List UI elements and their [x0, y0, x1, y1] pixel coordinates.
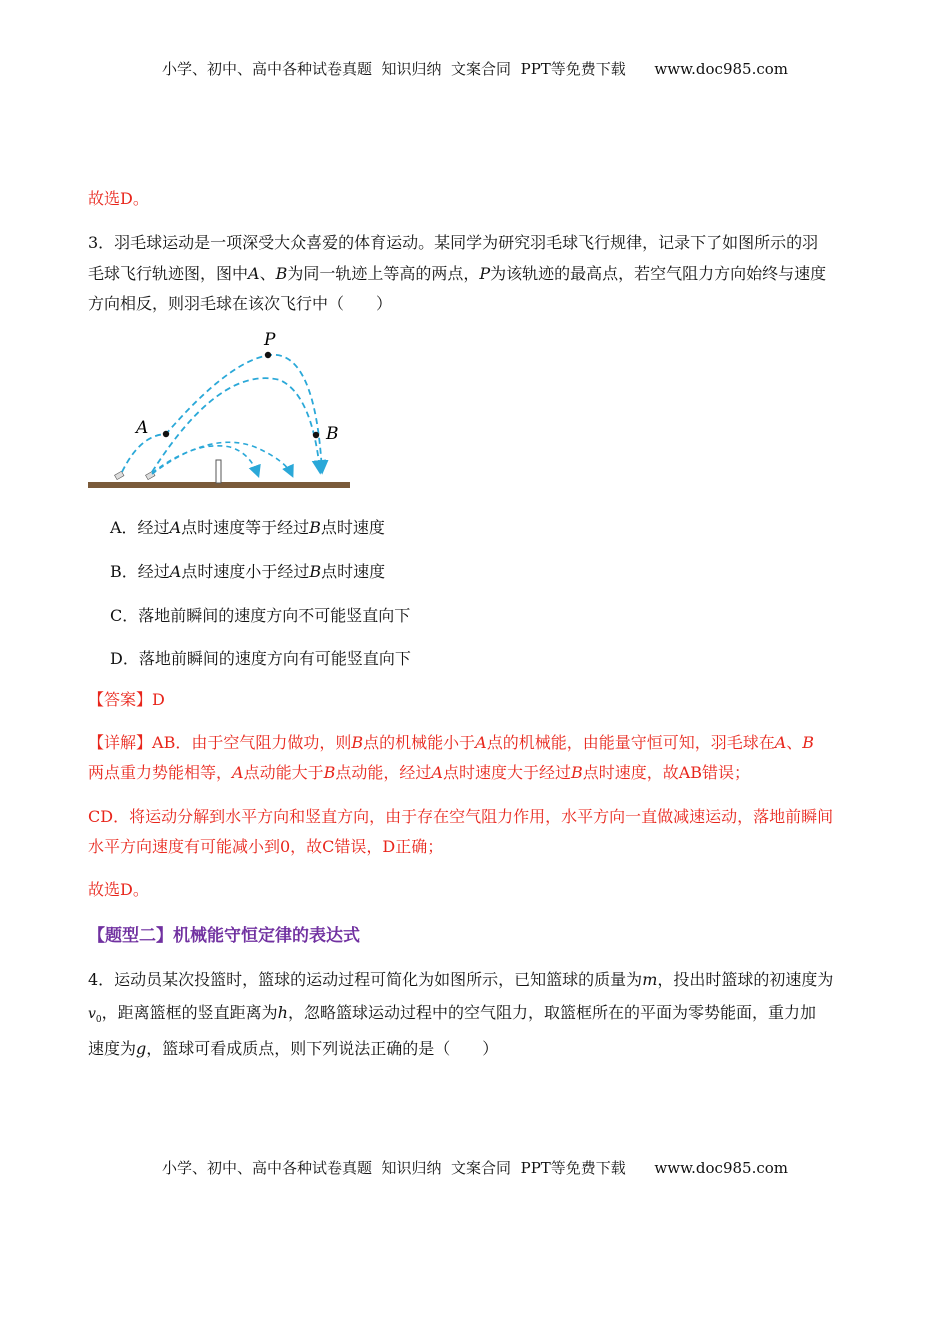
option-b[interactable]: [110, 559, 385, 582]
answer: [88, 690, 878, 710]
page-header: [0, 58, 950, 79]
q3-line2-text-b: 为同一轨迹上等高的两点，: [287, 264, 480, 283]
prev-conclusion: 故选D。: [88, 189, 149, 208]
option-b-var-a: A: [169, 562, 182, 581]
q4-var-v-sub: 0: [95, 1015, 102, 1026]
label-b: B: [326, 424, 339, 444]
detail-label: 【详解】: [88, 733, 153, 752]
q3-line1: 3．羽毛球运动是一项深受大众喜爱的体育运动。某同学为研究羽毛球飞行规律，记录下了如图所示的羽: [88, 233, 819, 252]
label-a: A: [136, 418, 149, 438]
q4-line1-b: ，投出时篮球的初速度为: [657, 970, 834, 989]
detail-line1: [88, 733, 878, 753]
detail-line2: [88, 763, 878, 783]
q4-var-m: m: [642, 970, 658, 989]
q3-sep: 、: [259, 264, 276, 283]
q3-line2: [88, 264, 878, 284]
shuttlecock-left: [115, 471, 124, 479]
option-a-var-b: B: [309, 518, 321, 537]
detail1-var-b2: B: [802, 733, 815, 752]
q3-var-p: P: [479, 264, 491, 283]
option-b-mid: 点时速度小于经过: [181, 562, 310, 581]
q3-line2-text-c: 为该轨迹的最高点，若空气阻力方向始终与速度: [490, 264, 827, 283]
section-title: 【题型二】机械能守恒定律的表达式: [88, 926, 360, 946]
detail2-var-b: B: [323, 763, 336, 782]
q4-var-v: v: [88, 1006, 96, 1022]
q4-line3-a: 速度为: [88, 1039, 137, 1058]
point-p: [265, 352, 271, 358]
point-a: [163, 431, 169, 437]
detail1-d: 、: [786, 733, 803, 752]
detail2-c: 点动能，经过: [335, 763, 432, 782]
q4-var-g: g: [136, 1039, 147, 1058]
q3-conclusion: 故选D。: [88, 880, 149, 899]
footer-text: 小学、初中、高中各种试卷真题 知识归纳 文案合同 PPT等免费下载: [161, 1159, 626, 1177]
page-footer: [0, 1157, 950, 1178]
trajectory-low-1: [152, 446, 258, 475]
trajectory-low-2: [152, 442, 292, 475]
point-b: [313, 432, 319, 438]
q4-line1-a: 4．运动员某次投篮时，篮球的运动过程可简化为如图所示，已知篮球的质量为: [88, 970, 643, 989]
q4-line2-a: ，距离篮框的竖直距离为: [101, 1003, 278, 1022]
q3-line2-text-a: 毛球飞行轨迹图，图中: [88, 264, 249, 283]
q4-line2-b: ，忽略篮球运动过程中的空气阻力，取篮框所在的平面为零势能面，重力加: [287, 1003, 816, 1022]
q3-var-a: A: [248, 264, 260, 283]
q4-line1: [88, 970, 878, 990]
option-b-suffix: 点时速度: [321, 562, 386, 581]
option-c[interactable]: C．落地前瞬间的速度方向不可能竖直向下: [110, 606, 411, 625]
detail1-c: 点的机械能，由能量守恒可知，羽毛球在: [486, 733, 775, 752]
detail1-var-b: B: [351, 733, 364, 752]
trajectory-outer: [122, 355, 322, 472]
label-p: P: [264, 330, 276, 350]
answer-label: 【答案】: [88, 690, 153, 709]
detail1-var-a: A: [475, 733, 487, 752]
answer-value: D: [152, 690, 165, 709]
q4-line2: [88, 1003, 878, 1030]
detail1-var-a2: A: [774, 733, 787, 752]
q3-line3: 方向相反，则羽毛球在该次飞行中（ ）: [88, 294, 393, 313]
detail2-var-a2: A: [431, 763, 443, 782]
detail2-var-a: A: [232, 763, 244, 782]
q4-line3-b: ，篮球可看成质点，则下列说法正确的是（ ）: [146, 1039, 499, 1058]
option-b-var-b: B: [309, 562, 322, 581]
option-a-var-a: A: [169, 518, 182, 537]
detail2-d: 点时速度大于经过: [442, 763, 571, 782]
option-b-prefix: B．经过: [110, 562, 170, 581]
trajectory-figure: [80, 325, 360, 495]
detail2-b: 点动能大于: [243, 763, 324, 782]
detail-line3: CD．将运动分解到水平方向和竖直方向，由于存在空气阻力作用，水平方向一直做减速运动，落地前瞬间: [88, 807, 834, 826]
detail2-var-b2: B: [570, 763, 583, 782]
q3-var-b: B: [275, 264, 288, 283]
option-a-suffix: 点时速度: [320, 518, 385, 537]
option-a-mid: 点时速度等于经过: [181, 518, 310, 537]
net-post: [216, 460, 221, 483]
detail-line4: 水平方向速度有可能减小到0，故C错误，D正确；: [88, 837, 444, 856]
detail1-a: AB．由于空气阻力做功，则: [152, 733, 352, 752]
detail1-b: 点的机械能小于: [363, 733, 476, 752]
detail2-e: 点时速度，故AB错误；: [582, 763, 751, 782]
header-text: 小学、初中、高中各种试卷真题 知识归纳 文案合同 PPT等免费下载: [161, 60, 626, 78]
option-a-prefix: A．经过: [110, 518, 170, 537]
detail2-a: 两点重力势能相等，: [88, 763, 233, 782]
footer-url: www.doc985.com: [654, 1159, 788, 1177]
header-url: www.doc985.com: [654, 60, 788, 78]
q4-line3: [88, 1039, 878, 1059]
q4-var-h: h: [277, 1003, 288, 1022]
option-a[interactable]: [110, 515, 385, 538]
option-d[interactable]: D．落地前瞬间的速度方向有可能竖直向下: [110, 649, 411, 668]
